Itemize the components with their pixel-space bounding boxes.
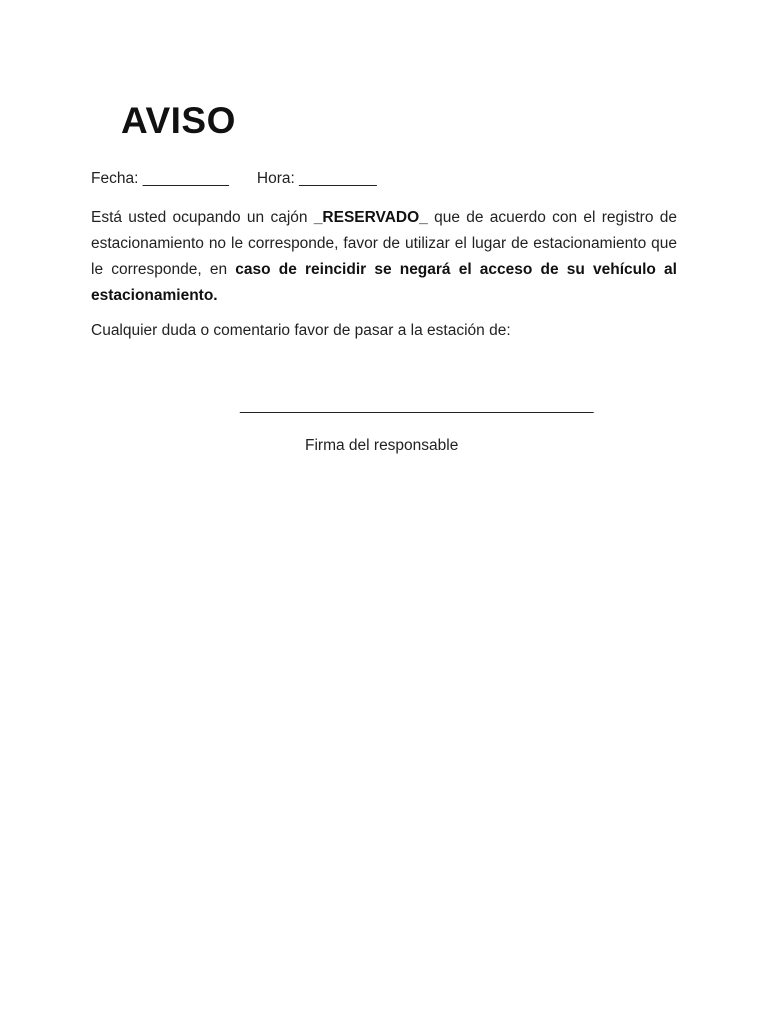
time-field: Hora: _________: [256, 170, 377, 187]
signature-label: Firma del responsable: [305, 437, 459, 454]
warning-text: caso de reincidir se negará el acceso de su vehículo al estacionamiento.: [91, 261, 677, 304]
paragraph-middle: que de acuerdo con el registro de estacionamiento no le corresponde, favor de utilizar el lugar de estacionamiento que le corresponde, en: [91, 209, 677, 278]
paragraph-intro: Está usted ocupando un cajón: [91, 209, 314, 226]
signature-line: _________________________________________: [240, 397, 594, 414]
date-field: Fecha: __________: [91, 170, 229, 187]
reserved-label: _RESERVADO_: [313, 209, 428, 226]
followup-text: Cualquier duda o comentario favor de pasar a la estación de:: [91, 322, 511, 339]
notice-paragraph: [91, 205, 677, 309]
date-time-line: [91, 170, 377, 188]
notice-title: AVISO: [121, 100, 236, 141]
